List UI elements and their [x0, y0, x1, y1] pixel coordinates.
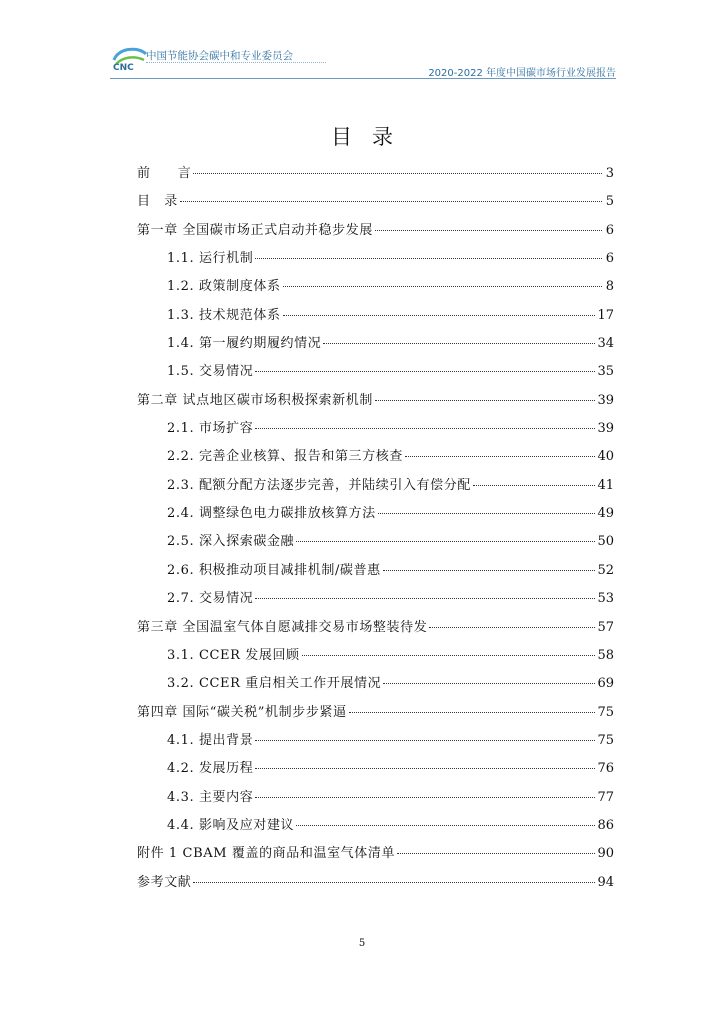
toc-entry-label: 第二章 试点地区碳市场积极探索新机制: [137, 392, 373, 408]
toc-entry-page: 86: [597, 817, 614, 833]
toc-leader-dots: [255, 371, 595, 372]
toc-leader-dots: [375, 400, 596, 401]
toc-leader-dots: [255, 258, 602, 259]
toc-entry[interactable]: [137, 445, 614, 473]
toc-entry-page: 52: [597, 562, 614, 578]
toc-entry-page: 34: [597, 336, 614, 352]
toc-entry[interactable]: [137, 417, 614, 445]
toc-entry-page: 58: [597, 647, 614, 663]
toc-entry[interactable]: [137, 786, 614, 814]
toc-entry-page: 5: [605, 194, 614, 210]
table-of-contents: [137, 162, 614, 899]
toc-leader-dots: [296, 825, 595, 826]
toc-entry-label: 4.3. 主要内容: [167, 789, 254, 805]
toc-entry[interactable]: [137, 587, 614, 615]
org-name: 中国节能协会碳中和专业委员会: [146, 50, 293, 62]
toc-entry-page: 6: [605, 251, 614, 267]
toc-leader-dots: [378, 513, 596, 514]
toc-entry[interactable]: [137, 162, 614, 190]
toc-entry-label: 附件 1 CBAM 覆盖的商品和温室气体清单: [137, 846, 396, 862]
toc-entry[interactable]: [137, 219, 614, 247]
toc-entry-label: 前 言: [137, 166, 192, 181]
toc-entry-label: 1.4. 第一履约期履约情况: [167, 336, 322, 352]
toc-entry-page: 69: [597, 676, 614, 692]
toc-entry-page: 94: [597, 874, 614, 890]
toc-leader-dots: [283, 315, 596, 316]
toc-entry[interactable]: [137, 701, 614, 729]
toc-entry[interactable]: [137, 871, 614, 899]
toc-entry-label: 3.2. CCER 重启相关工作开展情况: [167, 676, 382, 692]
toc-entry-page: 6: [605, 222, 614, 238]
toc-entry-page: 75: [597, 732, 614, 748]
header-divider: [110, 78, 616, 79]
toc-entry-label: 第四章 国际“碳关税”机制步步紧逼: [137, 704, 347, 720]
toc-entry[interactable]: [137, 616, 614, 644]
toc-entry[interactable]: [137, 275, 614, 303]
toc-entry-page: 39: [597, 421, 614, 437]
toc-entry[interactable]: [137, 559, 614, 587]
toc-entry-label: 2.1. 市场扩容: [167, 421, 254, 437]
report-title: 2020-2022 年度中国碳市场行业发展报告: [428, 68, 616, 79]
toc-entry-label: 2.4. 调整绿色电力碳排放核算方法: [167, 506, 376, 522]
page-header: [110, 40, 616, 78]
toc-leader-dots: [397, 853, 595, 854]
toc-title: 目录: [331, 125, 413, 149]
toc-entry-page: 50: [597, 534, 614, 550]
toc-entry-page: 17: [597, 307, 614, 323]
toc-entry[interactable]: [137, 814, 614, 842]
toc-entry-label: 2.7. 交易情况: [167, 591, 254, 607]
toc-entry[interactable]: [137, 502, 614, 530]
toc-leader-dots: [405, 456, 596, 457]
toc-leader-dots: [375, 230, 602, 231]
toc-leader-dots: [383, 570, 596, 571]
toc-leader-dots: [255, 428, 595, 429]
toc-entry-page: 57: [597, 619, 614, 635]
toc-entry-page: 40: [597, 449, 614, 465]
toc-entry-label: 2.2. 完善企业核算、报告和第三方核查: [167, 449, 403, 465]
toc-entry[interactable]: [137, 304, 614, 332]
toc-entry-page: 39: [597, 392, 614, 408]
toc-leader-dots: [193, 882, 595, 883]
toc-entry-label: 第三章 全国温室气体自愿减排交易市场整装待发: [137, 619, 428, 635]
toc-leader-dots: [255, 768, 595, 769]
toc-entry-label: 2.5. 深入探索碳金融: [167, 534, 295, 550]
toc-entry-label: 4.1. 提出背景: [167, 732, 254, 748]
toc-entry-page: 75: [597, 704, 614, 720]
toc-entry-page: 35: [597, 364, 614, 380]
toc-leader-dots: [302, 655, 596, 656]
toc-leader-dots: [180, 201, 602, 202]
toc-entry-label: 第一章 全国碳市场正式启动并稳步发展: [137, 222, 373, 238]
toc-entry[interactable]: [137, 474, 614, 502]
toc-leader-dots: [383, 683, 595, 684]
toc-entry-label: 1.1. 运行机制: [167, 251, 254, 267]
page-number: 5: [358, 938, 366, 949]
toc-entry[interactable]: [137, 360, 614, 388]
svg-text:CNC: CNC: [113, 63, 134, 72]
toc-entry[interactable]: [137, 190, 614, 218]
toc-leader-dots: [429, 627, 595, 628]
toc-entry-page: 3: [605, 166, 614, 181]
toc-leader-dots: [349, 712, 596, 713]
toc-entry-label: 1.2. 政策制度体系: [167, 279, 281, 295]
toc-entry-page: 77: [597, 789, 614, 805]
toc-entry[interactable]: [137, 530, 614, 558]
toc-entry[interactable]: [137, 842, 614, 870]
toc-entry-page: 49: [597, 506, 614, 522]
toc-entry[interactable]: [137, 757, 614, 785]
toc-entry[interactable]: [137, 247, 614, 275]
toc-entry-label: 2.6. 积极推动项目减排机制/碳普惠: [167, 562, 381, 578]
toc-entry-label: 1.3. 技术规范体系: [167, 307, 281, 323]
toc-entry[interactable]: [137, 672, 614, 700]
toc-leader-dots: [283, 286, 602, 287]
toc-entry[interactable]: [137, 729, 614, 757]
toc-leader-dots: [323, 343, 595, 344]
toc-entry-label: 1.5. 交易情况: [167, 364, 254, 380]
toc-leader-dots: [255, 740, 595, 741]
toc-entry-label: 参考文献: [137, 874, 192, 890]
toc-entry[interactable]: [137, 644, 614, 672]
toc-entry-label: 2.3. 配额分配方法逐步完善，并陆续引入有偿分配: [167, 477, 471, 493]
toc-entry-page: 76: [597, 761, 614, 777]
toc-leader-dots: [193, 173, 602, 174]
toc-entry-page: 8: [605, 279, 614, 295]
toc-entry-label: 4.2. 发展历程: [167, 761, 254, 777]
toc-leader-dots: [296, 541, 595, 542]
toc-entry-label: 3.1. CCER 发展回顾: [167, 647, 300, 663]
cnc-logo-icon: [110, 46, 150, 72]
toc-entry[interactable]: [137, 332, 614, 360]
toc-leader-dots: [255, 598, 595, 599]
toc-entry-label: 目 录: [137, 194, 178, 210]
toc-leader-dots: [255, 797, 595, 798]
toc-leader-dots: [473, 485, 596, 486]
toc-entry[interactable]: [137, 389, 614, 417]
org-english-line: [146, 62, 326, 66]
toc-entry-page: 53: [597, 591, 614, 607]
toc-entry-label: 4.4. 影响及应对建议: [167, 817, 295, 833]
toc-entry-page: 90: [597, 846, 614, 862]
toc-entry-page: 41: [597, 477, 614, 493]
